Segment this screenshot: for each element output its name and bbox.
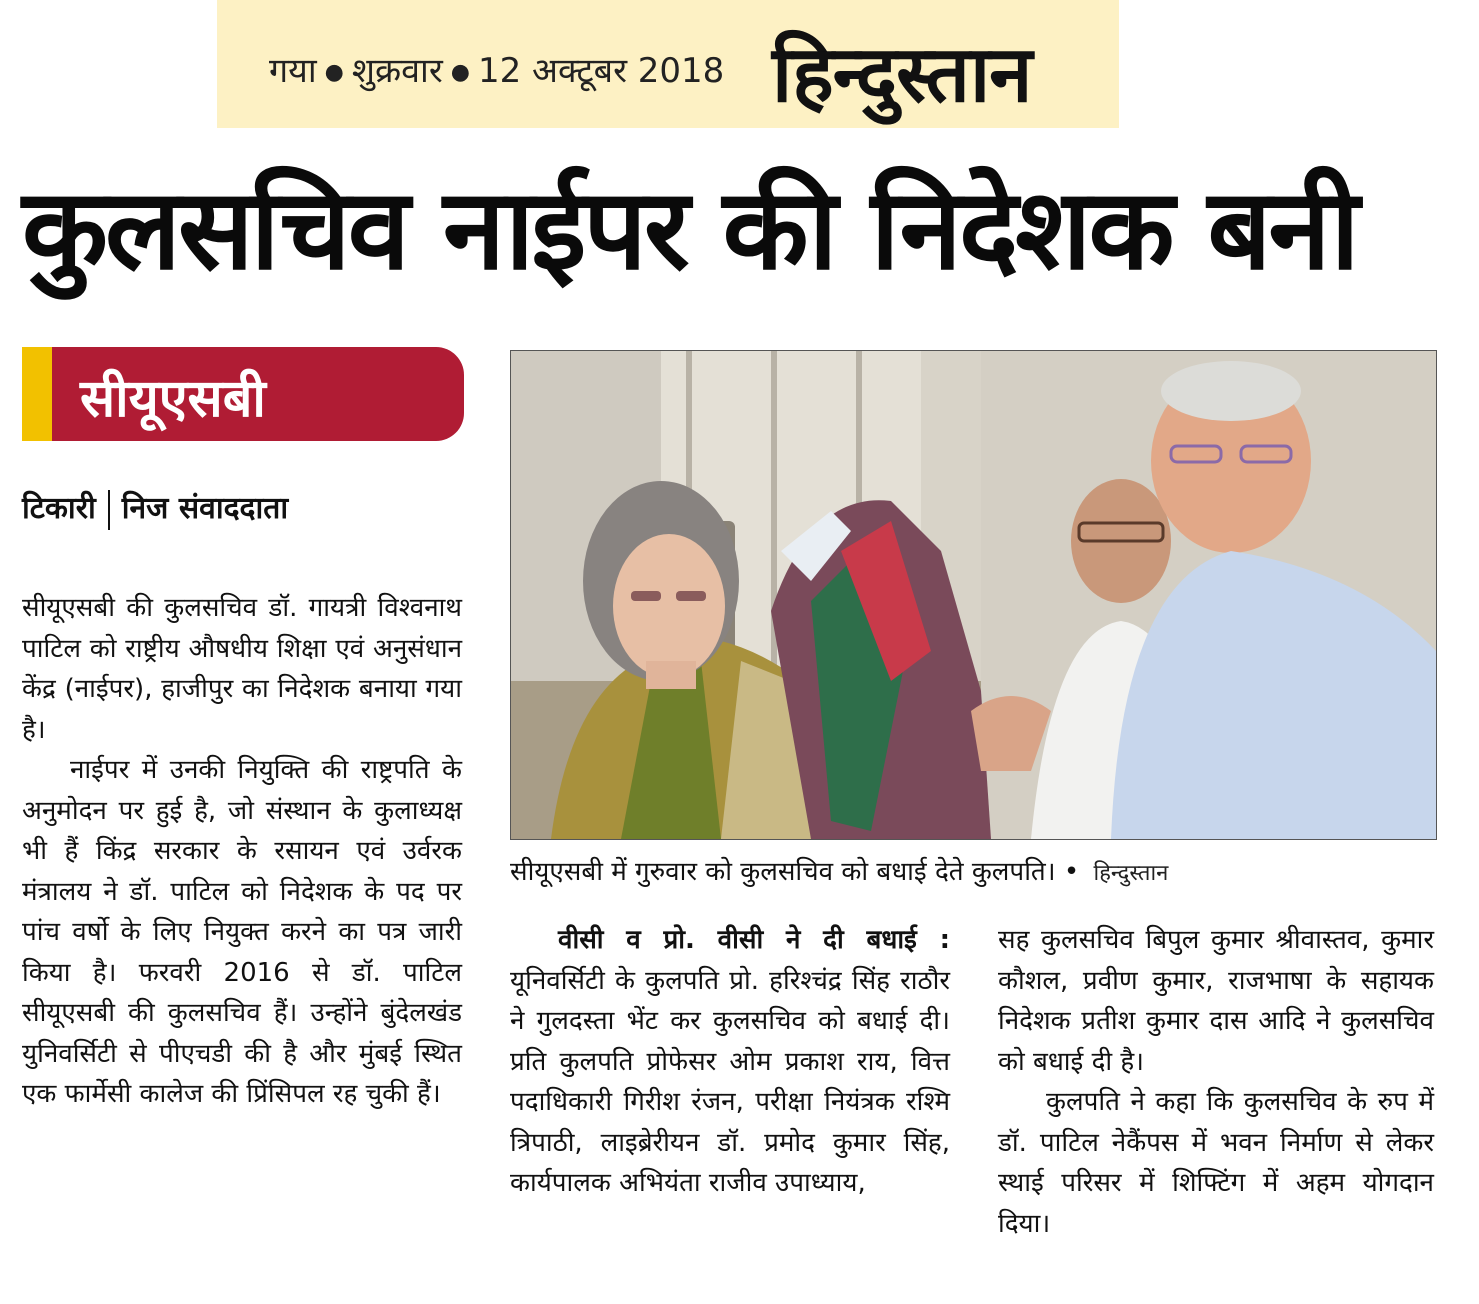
dateline-date: 12 अक्टूबर 2018 xyxy=(477,51,725,91)
dateline-city: गया xyxy=(269,51,317,91)
article-paragraph: यूनिवर्सिटी के कुलपति प्रो. हरिश्चंद्र सिंह राठौर ने गुलदस्ता भेंट कर कुलसचिव को बधाई दी। प्रति कुलपति प्रोफेसर ओम प्रकाश राय, वित्त पदाधिकारी गिरीश रंजन, परीक्षा नियंत्रक रश्मि त्रिपाठी, लाइब्रेरीयन डॉ. प्रमोद कुमार सिंह, कार्यपालक अभियंता राजीव उपाध्याय, xyxy=(510,965,950,1198)
bullet-icon: ● xyxy=(450,60,470,85)
article-column-2 xyxy=(510,920,950,1204)
section-tag xyxy=(22,347,464,441)
byline xyxy=(22,486,288,530)
section-tag-label: सीयूएसबी xyxy=(80,369,266,429)
dateline-day: शुक्रवार xyxy=(351,51,443,91)
article-subheading: वीसी व प्रो. वीसी ने दी बधाई : xyxy=(558,925,950,955)
photo-caption xyxy=(510,852,1435,888)
photo-credit: हिन्दुस्तान xyxy=(1093,861,1169,886)
bullet-icon: ● xyxy=(324,60,344,85)
byline-divider xyxy=(108,490,110,530)
article-paragraph: नाईपर में उनकी नियुक्ति की राष्ट्रपति के अनुमोदन पर हुई है, जो संस्थान के कुलाध्यक्ष भी हैं किंद्र सरकार के रसायन एवं उर्वरक मंत्रालय ने डॉ. पाटिल को निदेशक के पद पर पांच वर्षो के लिए नियुक्त करने का पत्र जारी किया है। फरवरी 2016 से डॉ. पाटिल सीयूएसबी की कुलसचिव हैं। उन्होंने बुंदेलखंड युनिवर्सिटी से पीएचडी की है और मुंबई स्थित एक फार्मेसी कालेज की प्रिंसिपल रह चुकी हैं। xyxy=(22,755,462,1109)
bullet-icon: • xyxy=(1063,857,1080,887)
article-paragraph: सह कुलसचिव बिपुल कुमार श्रीवास्तव, कुमार कौशल, प्रवीण कुमार, राजभाषा के सहायक निदेशक प्रतीश कुमार दास आदि ने कुलसचिव को बधाई दी है। xyxy=(998,925,1434,1077)
article-column-3 xyxy=(998,920,1434,1244)
article-column-1 xyxy=(22,588,462,1115)
news-photo xyxy=(510,350,1437,840)
photo-caption-text: सीयूएसबी में गुरुवार को कुलसचिव को बधाई देते कुलपति। xyxy=(510,857,1056,887)
dateline xyxy=(269,46,724,92)
byline-place: टिकारी xyxy=(22,491,96,526)
article-paragraph: कुलपति ने कहा कि कुलसचिव के रुप में डॉ. पाटिल नेकैंपस में भवन निर्माण से लेकर स्थाई परिसर में शिफ्टिंग में अहम योगदान दिया। xyxy=(998,1087,1434,1239)
article-paragraph: सीयूएसबी की कुलसचिव डॉ. गायत्री विश्वनाथ पाटिल को राष्ट्रीय औषधीय शिक्षा एवं अनुसंधान केंद्र (नाईपर), हाजीपुर का निदेशक बनाया गया है। xyxy=(22,593,462,745)
newspaper-logo: हिन्दुस्तान xyxy=(772,30,1032,120)
photo-illustration xyxy=(511,351,1436,839)
masthead xyxy=(217,0,1119,128)
section-tag-stripe xyxy=(22,347,52,441)
headline: कुलसचिव नाईपर की निदेशक बनी xyxy=(22,165,1357,295)
byline-author: निज संवाददाता xyxy=(121,491,289,526)
